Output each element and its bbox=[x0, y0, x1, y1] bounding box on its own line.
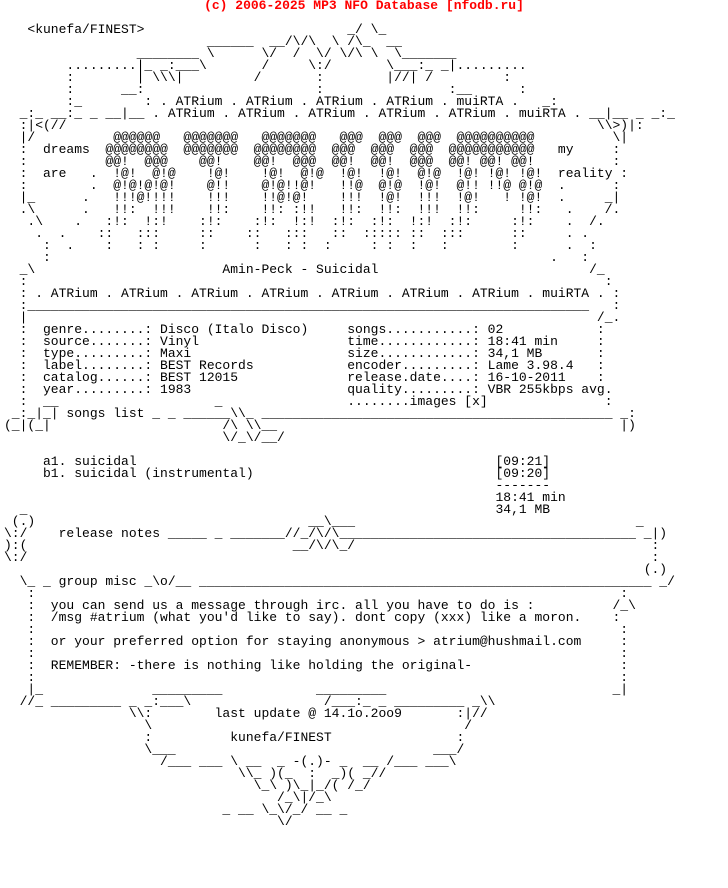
site-banner[interactable]: (c) 2006-2025 MP3 NFO Database [nfodb.ru] bbox=[204, 0, 524, 13]
nfo-ascii-art: <kunefa/FINEST> _/ \_ ______ __/\/\ \ /\_ __ ________ \ \/ / \/ \/\ \ \_______ .........|_ _:___\ / \:/ \___:_ _|......... : | \\\| / : |//| / : : __: : :__ : :_ : . ATRium . ATRium . ATRium . ATRium . muiRTA . _: _:_ __:_ _ __|__ . ATRium . ATRium . ATRium . ATRium . ATRium . muiRTA . __|__ _ _:_ :|<(// \\>)|: |/ @@@@@@ @@@@@@@ @@@@@@@ @@@ @@@ @@@ @@@@@@@@@@ \| : dreams @@@@@@@@ @@@@@@@ @@@@@@@@ @@@ @@@ @@@ @@@@@@@@@@@ my : : @@! @@@ @@! @@! @@@ @@! @@! @@@ @@! @@! @@! : : are . !@! @!@ !@! !@! @!@ !@! !@! @!@ !@! !@! !@! reality : : . @!@!@!@! @!! @!@!!@! !!@ @!@ !@! @!! !!@ @!@ . : |_ . !!!@!!!! !!! !!@!@! !!! !@! !!! !@! ! !@! . _| .\ . !!: !!! !!: !!: :!! !!: !!: !!! !!: !!: . /. .\ . :!: !:! :!: :!: !:! :!: :!: !:! :!: :!: . /. . . :: ::: :: :: ::: :: ::::: :: ::: :: . . : . : : : : : : : : : : : : : . : : . : _\ Amin-Peck - Suicidal /_ : : : . ATRium . ATRium . ATRium . ATRium . ATRium . ATRium . ATRium . muiRTA . : :________________________________________________________________________ : | /_. : genre........: Disco (Italo Disco) songs...........: 02 : : source.......: Vinyl time............: 18:41 min : : type.........: Maxi size............: 34,1 MB : : label........: BEST Records encoder.........: Lame 3.98.4 : : catalog......: BEST 12015 release.date....: 16-10-2011 : : year.........: 1983 quality.........: VBR 255kbps avg. : __ _ ........images [x] : _:_|_| songs list _ _ ______\\_ _____________________________________________ _: (_|(_| /\ \\__ |) \/_\/__/ a1. suicidal [09:21] b1. suicidal (instrumental) [09:20] ------- 18:41 min _ 34,1 MB (.) __\___ _ \:/ release notes _____ _ _______//_/\/\______________________________________ _|) ):( __/\/\_/ : \:/ : (.) \_ _ group misc _\o/__ __________________________________________________________ _/ : : : you can send us a message through irc. all you have to do is : /_\ : /msg #atrium (what you'd like to say). dont copy (xxx) like a moron. : : : : or your preferred option for staying anonymous > atrium@hushmail.com : : : : REMEMBER: -there is nothing like holding the original- : : : |_ _________ _________ _| //_ _________ _ _:___\ /___:_ _ _________ _\\ \\: last update @ 14.1o.2oo9 :|// \ / : kunefa/FINEST : \___ ___/ /___ ___ \ __ _ -(.)- _ __ /___ ___\ \\_ )(_ : _)( _// \_\ )\_|_/( /_/ /_\|/_\ _ __ \_\/_/ __ _ \/ bbox=[4, 22, 675, 829]
